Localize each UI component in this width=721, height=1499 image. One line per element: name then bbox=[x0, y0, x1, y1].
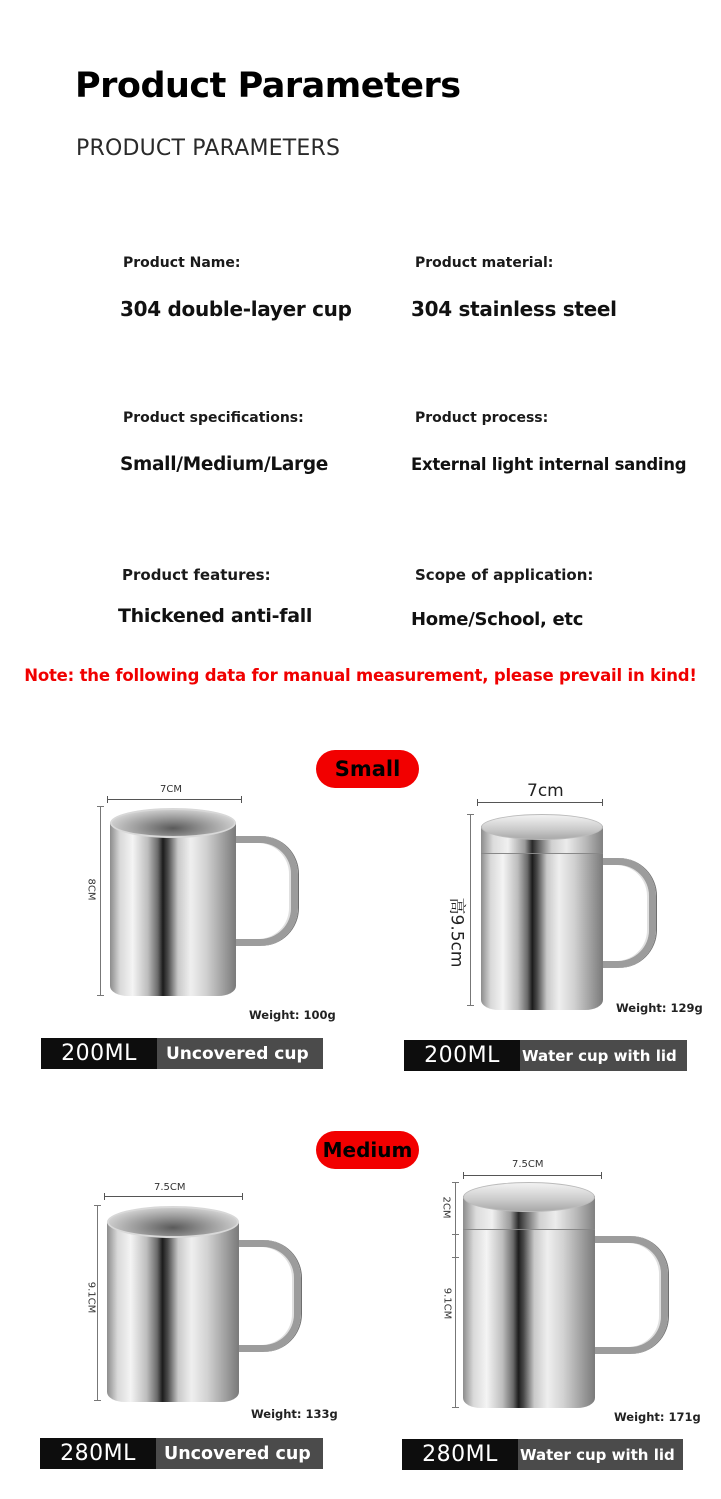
height-dimension-line bbox=[97, 1205, 98, 1401]
weight-label: Weight: 100g bbox=[249, 1008, 336, 1022]
mug-lid bbox=[481, 814, 603, 840]
height-dimension-label: 高9.5cm bbox=[446, 897, 467, 968]
width-dimension-line bbox=[107, 799, 242, 800]
capacity-bar bbox=[40, 1438, 323, 1469]
mug-body bbox=[110, 820, 236, 996]
volume-label: 280ML bbox=[402, 1439, 518, 1470]
param-value-product-name: 304 double-layer cup bbox=[120, 297, 352, 321]
param-value-product-material: 304 stainless steel bbox=[411, 297, 617, 321]
param-value-product-process: External light internal sanding bbox=[411, 455, 687, 474]
width-dimension-label: 7.5CM bbox=[154, 1182, 186, 1193]
mug-rim bbox=[110, 808, 236, 838]
capacity-bar bbox=[402, 1439, 683, 1470]
height-dimension-label: 8CM bbox=[85, 878, 97, 901]
height-dimension-label: 9.1CM bbox=[441, 1287, 453, 1320]
width-dimension-label: 7CM bbox=[160, 784, 182, 795]
weight-label: Weight: 129g bbox=[616, 1001, 703, 1015]
page-title: Product Parameters bbox=[75, 66, 461, 106]
mug-rim bbox=[107, 1206, 239, 1238]
measurement-note: Note: the following data for manual measurement, please prevail in kind! bbox=[24, 666, 697, 685]
cup-type-label: Uncovered cup bbox=[157, 1038, 323, 1069]
mug-body bbox=[107, 1220, 239, 1402]
width-dimension-line bbox=[477, 802, 603, 803]
capacity-bar bbox=[41, 1038, 323, 1069]
cup-type-label: Water cup with lid bbox=[518, 1439, 683, 1470]
lid-height-dimension-label: 2CM bbox=[440, 1196, 452, 1219]
cup-type-label: Uncovered cup bbox=[156, 1438, 323, 1469]
param-value-scope-of-application: Home/School, etc bbox=[411, 609, 584, 630]
width-dimension-label: 7.5CM bbox=[512, 1159, 544, 1170]
param-label-scope-of-application: Scope of application: bbox=[415, 566, 594, 584]
capacity-bar bbox=[404, 1040, 687, 1071]
param-label-product-features: Product features: bbox=[122, 566, 271, 584]
volume-label: 200ML bbox=[41, 1038, 157, 1069]
height-dimension-label: 9.1CM bbox=[85, 1281, 97, 1314]
cup-type-label: Water cup with lid bbox=[520, 1040, 687, 1071]
width-dimension-label: 7cm bbox=[527, 781, 564, 801]
mug-handle bbox=[228, 836, 298, 946]
mug-handle bbox=[598, 858, 656, 968]
mug-handle bbox=[231, 1240, 301, 1352]
size-badge-medium: Medium bbox=[316, 1131, 419, 1169]
volume-label: 200ML bbox=[404, 1040, 520, 1071]
size-badge-small: Small bbox=[316, 750, 419, 788]
height-dimension-line bbox=[100, 806, 101, 996]
page-subtitle: PRODUCT PARAMETERS bbox=[76, 136, 341, 161]
param-value-product-features: Thickened anti-fall bbox=[118, 605, 313, 627]
width-dimension-line bbox=[104, 1196, 243, 1197]
param-label-product-material: Product material: bbox=[415, 255, 554, 271]
height-dimension-line bbox=[455, 1234, 456, 1408]
width-dimension-line bbox=[463, 1175, 602, 1176]
mug-handle bbox=[590, 1236, 668, 1354]
param-label-product-process: Product process: bbox=[415, 410, 549, 426]
weight-label: Weight: 133g bbox=[251, 1407, 338, 1421]
weight-label: Weight: 171g bbox=[614, 1410, 701, 1424]
param-label-product-name: Product Name: bbox=[123, 255, 241, 271]
mug-lid bbox=[463, 1182, 595, 1212]
param-value-product-specifications: Small/Medium/Large bbox=[120, 454, 329, 475]
volume-label: 280ML bbox=[40, 1438, 156, 1469]
param-label-product-specifications: Product specifications: bbox=[123, 410, 304, 426]
